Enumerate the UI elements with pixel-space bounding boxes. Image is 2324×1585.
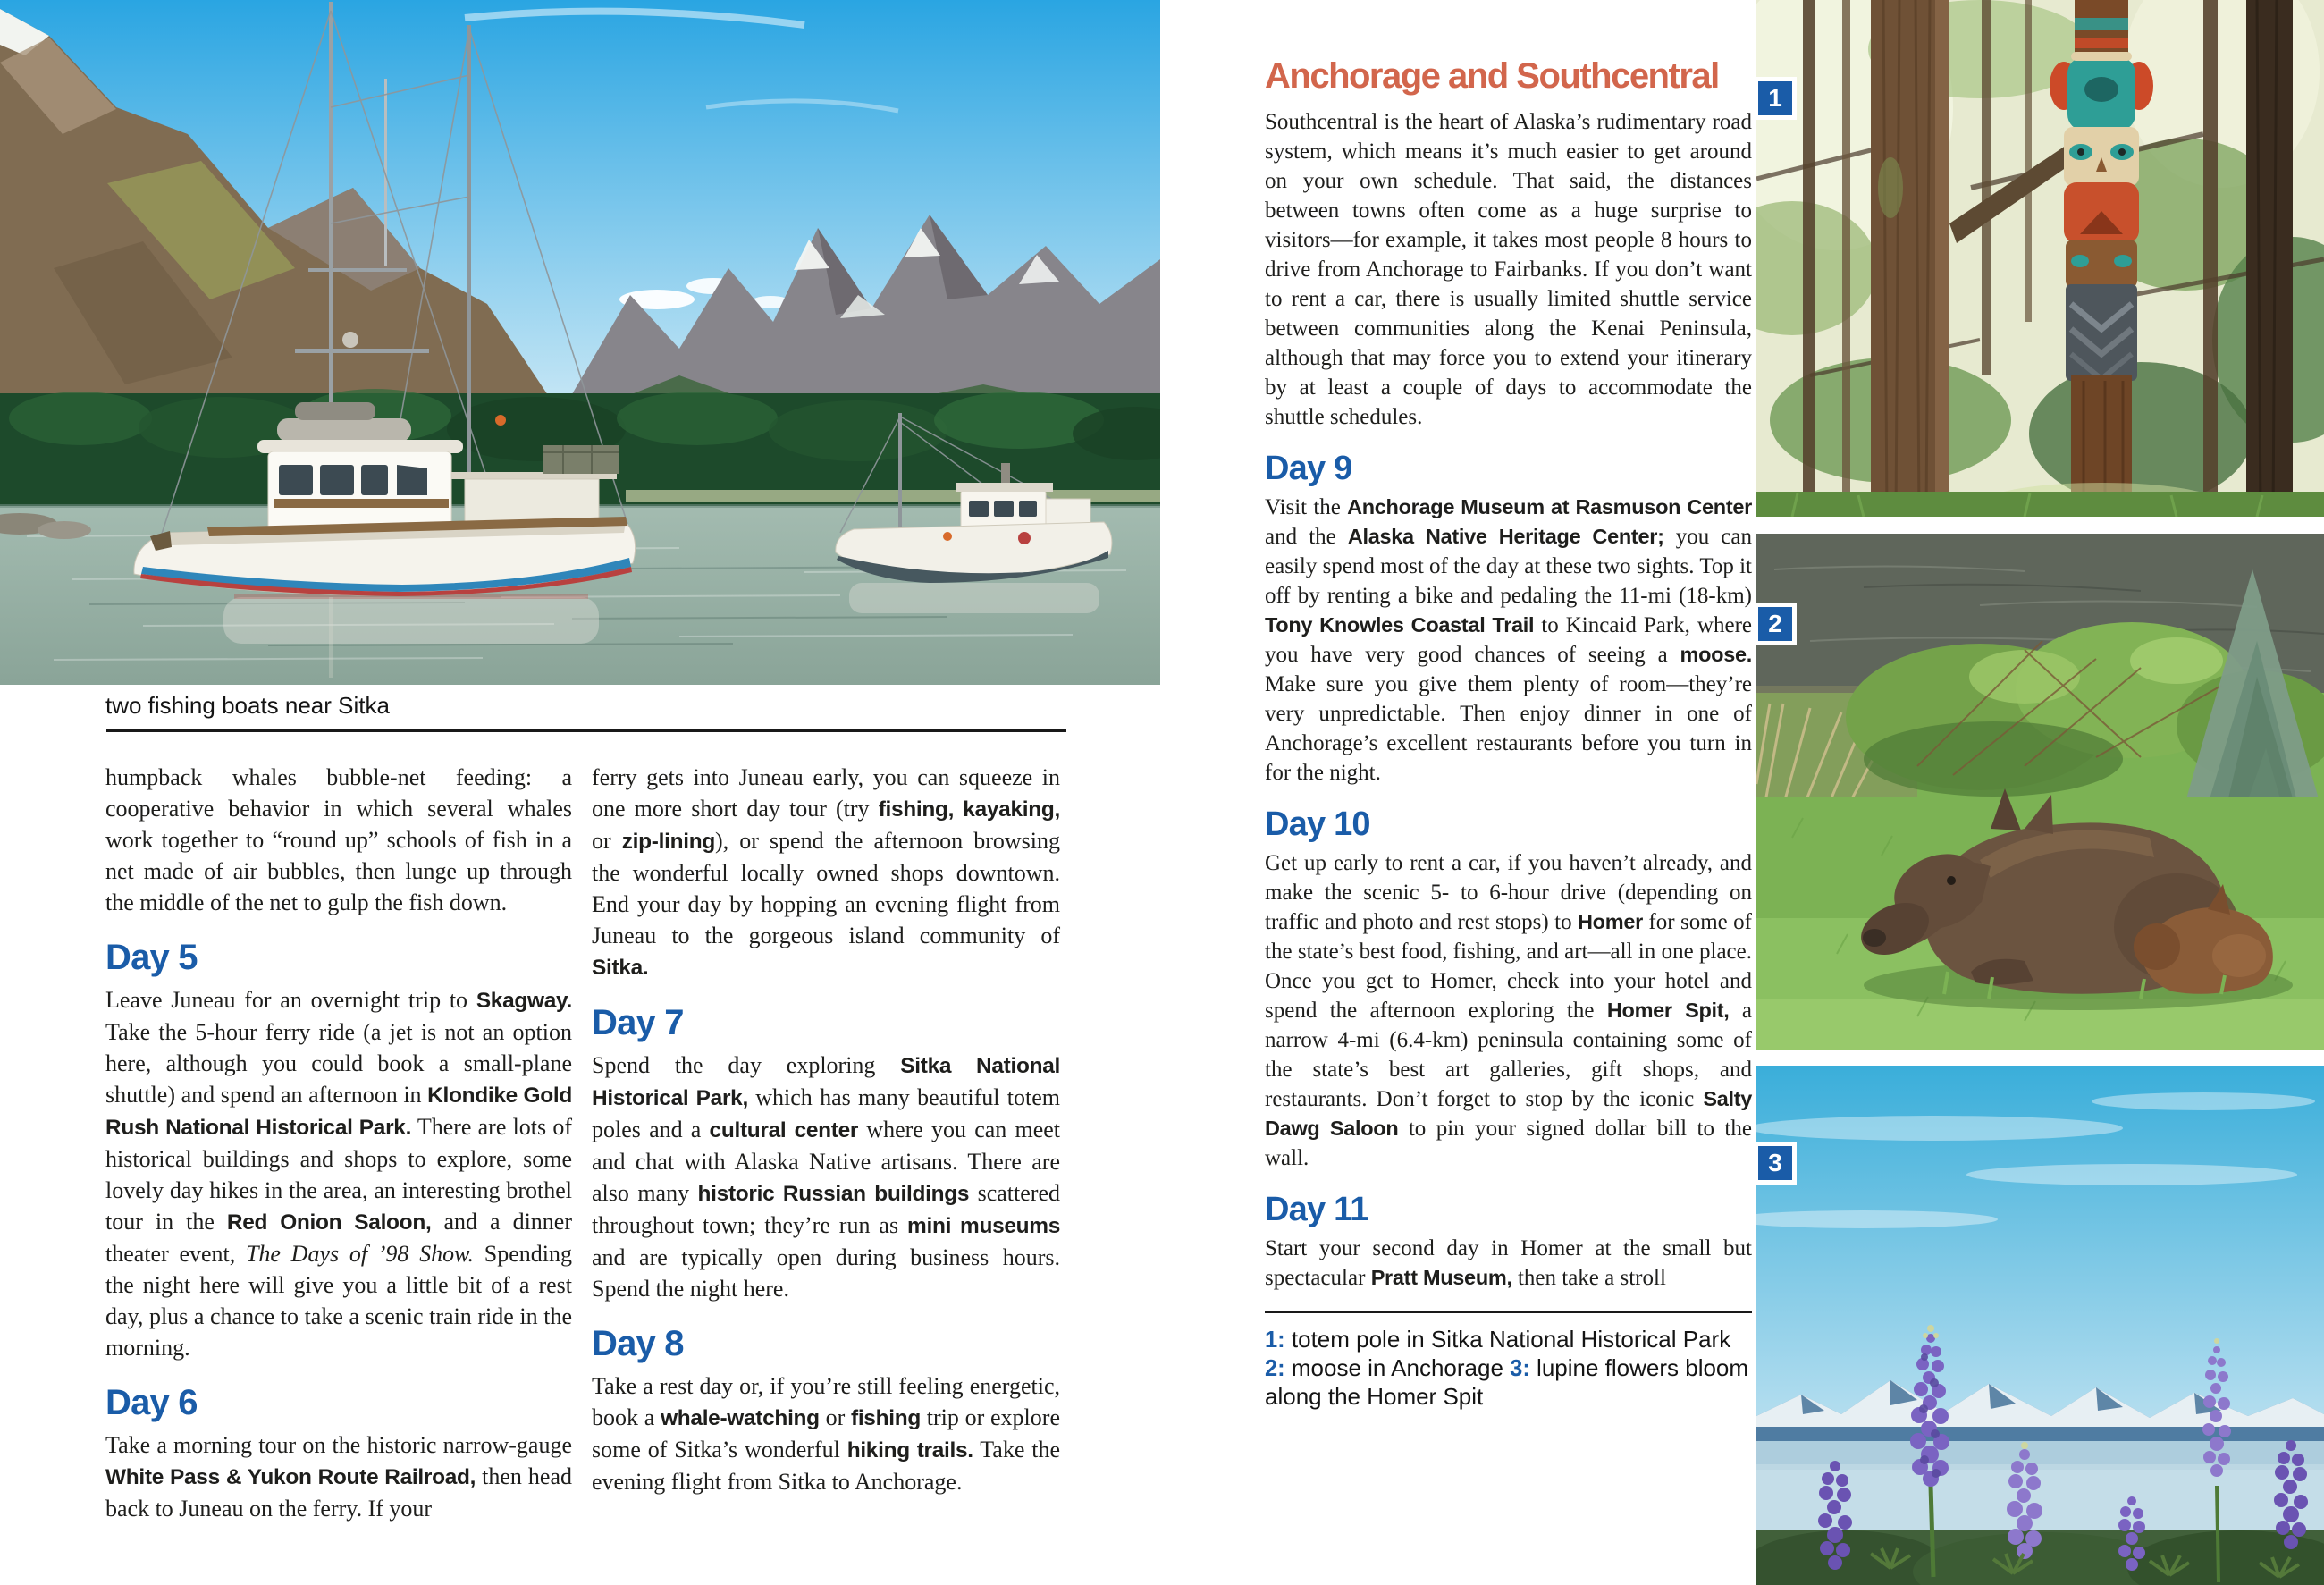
day-6-heading: Day 6 [105, 1383, 198, 1422]
fishing-boats-illustration [0, 0, 1160, 685]
text-column-1 [105, 762, 572, 1524]
photo-caption: two fishing boats near Sitka [105, 692, 390, 719]
totem-pole-photo [1756, 0, 2324, 517]
day-7-heading: Day 7 [592, 1003, 684, 1042]
figure-caption-divider [1265, 1311, 1752, 1313]
lupine-illustration [1756, 1066, 2324, 1585]
right-text-column [1265, 55, 1752, 1411]
section-intro-paragraph: Southcentral is the heart of Alaska’s rudimentary road system, which means it’s much easier to get around on your own schedule. That said, the distances between towns often come as a huge surprise to visitors—for example, it takes most people 8 hours to drive from Anchorage to Fairbanks. If you don’t want to rent a car, there is usually limited shuttle service between communities along the Kenai Peninsula, although that may force you to extend your itinerary by at least a couple of days to accommodate the shuttle schedules. [1265, 110, 1752, 429]
day-8-paragraph: Take a rest day or, if you’re still feeling energetic, book a whale-watching or fishing trip or explore some of Sitka’s wonderful hiking trails. Take the evening flight from Sitka to Anchorage. [592, 1373, 1060, 1495]
day-6-paragraph: Take a morning tour on the historic narrow-gauge White Pass & Yukon Route Railroad, then head back to Juneau on the ferry. If your [105, 1432, 572, 1522]
text-column-2 [592, 762, 1060, 1497]
photo-badge-2: 2 [1754, 603, 1797, 645]
photo-badge-1: 1 [1754, 77, 1797, 120]
intro-paragraph: humpback whales bubble-net feeding: a cooperative behavior in which several whales work together to “round up” schools of fish in a net made of air bubbles, then lunge up through the middle of the net to gulp the fish down. [105, 764, 572, 915]
day-10-heading: Day 10 [1265, 805, 1370, 843]
lupine-photo [1756, 1066, 2324, 1585]
fishing-boats-photo [0, 0, 1160, 685]
totem-pole-illustration [1756, 0, 2324, 517]
photo-badge-3: 3 [1754, 1142, 1797, 1185]
day-11-paragraph: Start your second day in Homer at the small but spectacular Pratt Museum, then take a stroll [1265, 1236, 1752, 1290]
day-5-paragraph: Leave Juneau for an overnight trip to Skagway. Take the 5-hour ferry ride (a jet is not an option here, although you could book a small-plane shuttle) and spend an afternoon in Klondike Gold Rush National Historical Park. There are lots of historical buildings and shops to explore, some lovely day hikes in the area, an interesting brothel tour in the Red Onion Saloon, and a dinner theater event, The Days of ’98 Show. Spending the night here will give you a little bit of a rest day, plus a chance to take a scenic train ride in the morning. [105, 987, 573, 1361]
moose-photo [1756, 534, 2324, 1050]
day-9-paragraph: Visit the Anchorage Museum at Rasmuson Center and the Alaska Native Heritage Center; you can easily spend most of the day at these two sights. Top it off by renting a bike and pedaling the 11-mi (18-km) Tony Knowles Coastal Trail to Kincaid Park, where you have very good chances of seeing a moose. Make sure you give them plenty of room—they’re very unpredictable. Then enjoy dinner in one of Anchorage’s excellent restaurants before you turn in for the night. [1265, 495, 1753, 785]
continuation-paragraph: ferry gets into Juneau early, you can squeeze in one more short day tour (try fishing, kayaking, or zip-lining), or spend the afternoon browsing the wonderful locally owned shops downtown. End your day by hopping an evening flight from Juneau to the gorgeous island community of Sitka. [592, 764, 1060, 980]
moose-illustration [1756, 534, 2324, 1050]
day-8-heading: Day 8 [592, 1324, 684, 1363]
day-11-heading: Day 11 [1265, 1191, 1368, 1228]
day-10-paragraph: Get up early to rent a car, if you haven’t already, and make the scenic 5- to 6-hour drive (depending on traffic and photo and rest stops) to Homer for some of the state’s best food, fishing, and art—all in one place. Once you get to Homer, check into your hotel and spend the afternoon exploring the Homer Spit, a narrow 4-mi (6.4-km) peninsula containing some of the state’s best art galleries, gift shops, and restaurants. Don’t forget to stop by the iconic Salty Dawg Saloon to pin your signed dollar bill to the wall. [1265, 851, 1753, 1170]
section-heading: Anchorage and Southcentral [1265, 56, 1719, 96]
figure-caption: 1: totem pole in Sitka National Historical Park 2: moose in Anchorage 3: lupine flowers bloom along the Homer Spit [1265, 1326, 1749, 1410]
caption-divider [106, 729, 1066, 732]
day-9-heading: Day 9 [1265, 450, 1352, 487]
day-5-heading: Day 5 [105, 938, 198, 977]
day-7-paragraph: Spend the day exploring Sitka National Historical Park, which has many beautiful totem poles and a cultural center where you can meet and chat with Alaska Native artisans. There are also many historic Russian buildings scattered throughout town; they’re run as mini museums and are typically open during business hours. Spend the night here. [592, 1052, 1060, 1302]
